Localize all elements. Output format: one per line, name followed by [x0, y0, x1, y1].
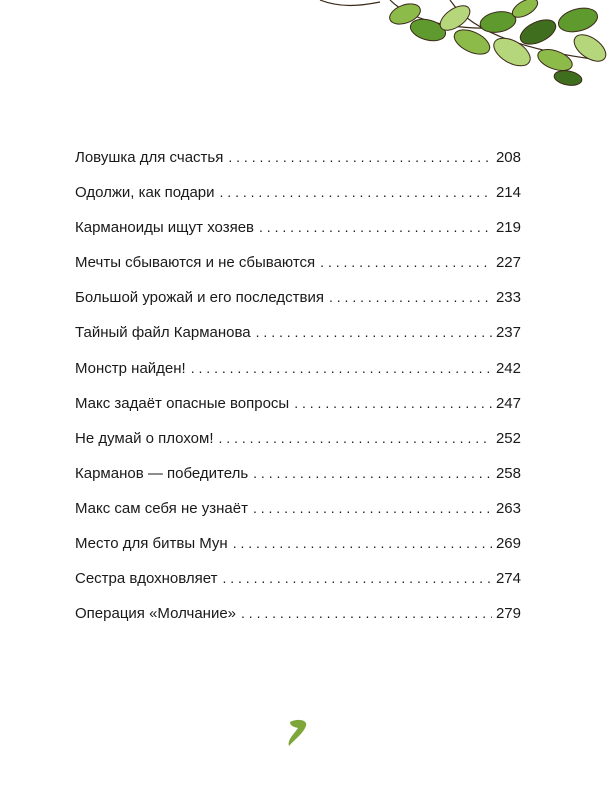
toc-entry — [75, 356, 521, 391]
toc-entry — [75, 215, 521, 250]
toc-dot-leader — [233, 531, 492, 555]
toc-entry — [75, 320, 521, 355]
leaf-icon — [284, 718, 310, 748]
toc-dot-leader — [320, 250, 492, 274]
toc-entry — [75, 285, 521, 320]
toc-entry-page: 242 — [495, 359, 521, 377]
toc-entry — [75, 461, 521, 496]
toc-entry-title: Сестра вдохновляет — [75, 570, 218, 588]
toc-dot-leader — [259, 215, 492, 239]
toc-entry — [75, 531, 521, 566]
toc-entry-title: Одолжи, как подари — [75, 184, 215, 202]
toc-entry-title: Большой урожай и его последствия — [75, 289, 324, 307]
toc-entry-page: 227 — [495, 254, 521, 272]
toc-entry-title: Монстр найден! — [75, 359, 186, 377]
toc-dot-leader — [191, 356, 492, 380]
toc-entry-page: 233 — [495, 289, 521, 307]
table-of-contents — [75, 145, 521, 636]
toc-entry — [75, 180, 521, 215]
toc-entry — [75, 566, 521, 601]
toc-entry-title: Карманоиды ищут хозяев — [75, 219, 255, 237]
toc-dot-leader — [256, 320, 492, 344]
toc-entry-title: Карманов — победитель — [75, 464, 249, 482]
toc-entry-page: 214 — [495, 184, 521, 202]
toc-entry-title: Операция «Молчание» — [75, 605, 237, 623]
toc-entry-page: 269 — [495, 535, 521, 553]
toc-entry-page: 274 — [495, 570, 521, 588]
toc-dot-leader — [219, 426, 492, 450]
toc-entry-title: Макс задаёт опасные вопросы — [75, 394, 290, 412]
toc-entry-title: Макс сам себя не узнаёт — [75, 499, 248, 517]
toc-entry-page: 252 — [495, 429, 521, 447]
toc-entry-page: 279 — [495, 605, 521, 623]
toc-entry-page: 208 — [495, 149, 521, 166]
toc-entry-page: 237 — [495, 324, 521, 342]
toc-entry — [75, 145, 521, 180]
toc-entry-page: 247 — [495, 394, 521, 412]
toc-dot-leader — [220, 180, 492, 204]
toc-entry-page: 219 — [495, 219, 521, 237]
toc-dot-leader — [294, 391, 492, 415]
toc-entry — [75, 250, 521, 285]
toc-entry — [75, 391, 521, 426]
toc-entry-title: Тайный файл Карманова — [75, 324, 251, 342]
toc-dot-leader — [228, 145, 492, 169]
toc-entry-title: Не думай о плохом! — [75, 429, 214, 447]
toc-entry — [75, 426, 521, 461]
toc-entry-page: 263 — [495, 499, 521, 517]
toc-dot-leader — [253, 461, 492, 485]
toc-dot-leader — [222, 566, 492, 590]
toc-entry-page: 258 — [495, 464, 521, 482]
toc-entry-title: Мечты сбываются и не сбываются — [75, 254, 316, 272]
toc-entry — [75, 601, 521, 636]
leaves-icon — [300, 0, 608, 90]
toc-entry-title: Место для битвы Мун — [75, 535, 228, 553]
toc-entry-title: Ловушка для счастья — [75, 149, 224, 166]
toc-dot-leader — [253, 496, 492, 520]
toc-dot-leader — [329, 285, 492, 309]
toc-entry — [75, 496, 521, 531]
toc-dot-leader — [241, 601, 492, 625]
